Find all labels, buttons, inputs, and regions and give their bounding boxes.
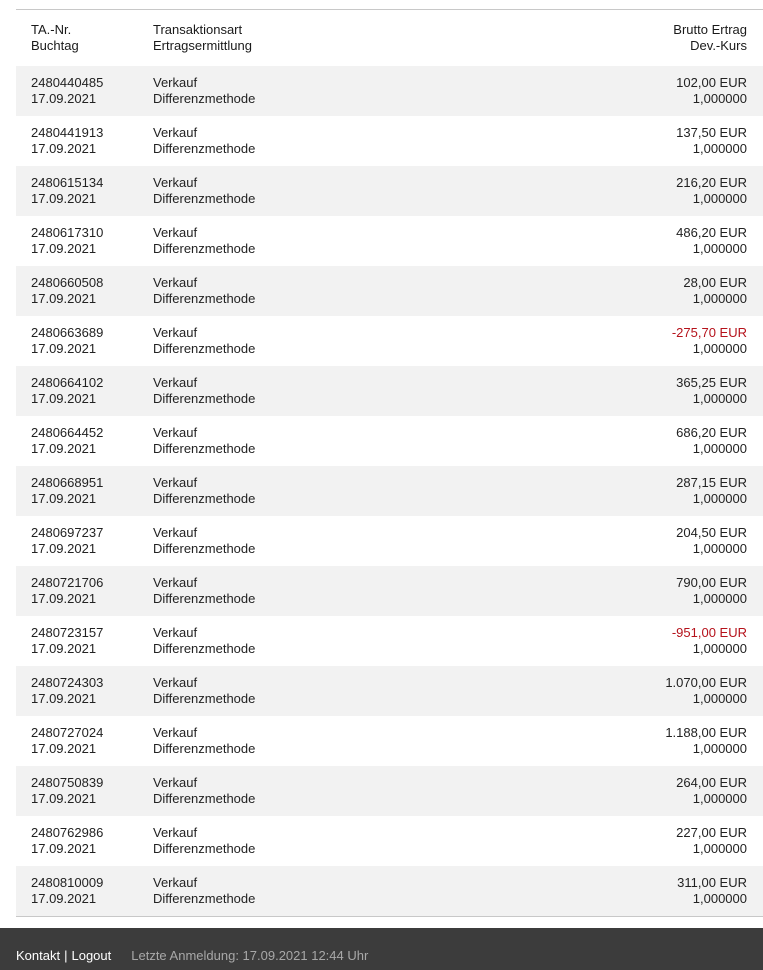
cell-ta-nr-buchtag	[16, 275, 153, 307]
dev-kurs: 1,000000	[692, 841, 747, 856]
footer-separator: |	[64, 947, 68, 963]
brutto-ertrag: 1.070,00 EUR	[665, 675, 747, 690]
dev-kurs: 1,000000	[692, 141, 747, 156]
ertragsermittlung: Differenzmethode	[153, 791, 256, 806]
cell-art-methode	[153, 375, 453, 407]
table-row	[16, 266, 763, 316]
cell-ertrag-kurs	[453, 825, 763, 857]
dev-kurs: 1,000000	[692, 691, 747, 706]
cell-ertrag-kurs	[453, 425, 763, 457]
dev-kurs: 1,000000	[692, 241, 747, 256]
cell-art-methode	[153, 725, 453, 757]
buchtag: 17.09.2021	[31, 541, 97, 556]
cell-ertrag-kurs	[453, 275, 763, 307]
ertragsermittlung: Differenzmethode	[153, 591, 256, 606]
cell-ta-nr-buchtag	[16, 775, 153, 807]
dev-kurs: 1,000000	[692, 341, 747, 356]
header-col-transaktionsart	[153, 22, 453, 54]
brutto-ertrag: 204,50 EUR	[676, 525, 747, 540]
cell-ta-nr-buchtag	[16, 825, 153, 857]
brutto-ertrag: 216,20 EUR	[676, 175, 747, 190]
transaktionsart: Verkauf	[153, 75, 198, 90]
ta-nr: 2480810009	[31, 875, 104, 890]
ta-nr: 2480697237	[31, 525, 104, 540]
transaktionsart: Verkauf	[153, 625, 198, 640]
ta-nr: 2480724303	[31, 675, 104, 690]
ertragsermittlung: Differenzmethode	[153, 91, 256, 106]
cell-ta-nr-buchtag	[16, 325, 153, 357]
last-login-text: Letzte Anmeldung: 17.09.2021 12:44 Uhr	[131, 947, 369, 963]
cell-art-methode	[153, 525, 453, 557]
ta-nr: 2480664102	[31, 375, 104, 390]
brutto-ertrag: -275,70 EUR	[671, 325, 747, 340]
table-row	[16, 666, 763, 716]
table-row	[16, 166, 763, 216]
table-bottom-divider	[16, 916, 763, 917]
cell-ertrag-kurs	[453, 175, 763, 207]
brutto-ertrag: 264,00 EUR	[676, 775, 747, 790]
header-col-ertrag	[453, 22, 763, 54]
cell-art-methode	[153, 425, 453, 457]
cell-ta-nr-buchtag	[16, 175, 153, 207]
ertragsermittlung: Differenzmethode	[153, 541, 256, 556]
ertragsermittlung: Differenzmethode	[153, 841, 256, 856]
cell-ta-nr-buchtag	[16, 525, 153, 557]
brutto-ertrag: 137,50 EUR	[676, 125, 747, 140]
cell-art-methode	[153, 825, 453, 857]
ta-nr: 2480723157	[31, 625, 104, 640]
ertragsermittlung: Differenzmethode	[153, 391, 256, 406]
dev-kurs: 1,000000	[692, 641, 747, 656]
cell-ta-nr-buchtag	[16, 375, 153, 407]
table-row	[16, 466, 763, 516]
dev-kurs: 1,000000	[692, 891, 747, 906]
transaktionsart: Verkauf	[153, 675, 198, 690]
table-row	[16, 716, 763, 766]
transaktionsart: Verkauf	[153, 325, 198, 340]
ertragsermittlung: Differenzmethode	[153, 691, 256, 706]
ertragsermittlung: Differenzmethode	[153, 291, 256, 306]
cell-ta-nr-buchtag	[16, 675, 153, 707]
transaktionsart: Verkauf	[153, 875, 198, 890]
transaktionsart: Verkauf	[153, 525, 198, 540]
table-row	[16, 866, 763, 916]
ta-nr: 2480668951	[31, 475, 104, 490]
dev-kurs: 1,000000	[692, 741, 747, 756]
footer-bar	[0, 928, 763, 970]
dev-kurs: 1,000000	[692, 491, 747, 506]
cell-ta-nr-buchtag	[16, 125, 153, 157]
brutto-ertrag: -951,00 EUR	[671, 625, 747, 640]
brutto-ertrag: 365,25 EUR	[676, 375, 747, 390]
ertragsermittlung: Differenzmethode	[153, 241, 256, 256]
table-row	[16, 616, 763, 666]
transaktionsart: Verkauf	[153, 475, 198, 490]
cell-art-methode	[153, 625, 453, 657]
table-row	[16, 816, 763, 866]
ta-nr: 2480615134	[31, 175, 104, 190]
cell-ertrag-kurs	[453, 625, 763, 657]
cell-ertrag-kurs	[453, 575, 763, 607]
transaktionsart: Verkauf	[153, 575, 198, 590]
ertragsermittlung: Differenzmethode	[153, 891, 256, 906]
cell-art-methode	[153, 275, 453, 307]
table-row	[16, 116, 763, 166]
buchtag: 17.09.2021	[31, 691, 97, 706]
cell-ertrag-kurs	[453, 325, 763, 357]
logout-link[interactable]: Logout	[71, 947, 112, 963]
header-ta-nr-label: TA.-Nr.	[31, 22, 72, 37]
brutto-ertrag: 790,00 EUR	[676, 575, 747, 590]
header-buchtag-label: Buchtag	[31, 38, 79, 53]
buchtag: 17.09.2021	[31, 241, 97, 256]
buchtag: 17.09.2021	[31, 891, 97, 906]
buchtag: 17.09.2021	[31, 341, 97, 356]
header-transaktionsart-label: Transaktionsart	[153, 22, 243, 37]
table-header	[16, 10, 763, 66]
ta-nr: 2480762986	[31, 825, 104, 840]
ertragsermittlung: Differenzmethode	[153, 341, 256, 356]
dev-kurs: 1,000000	[692, 441, 747, 456]
brutto-ertrag: 1.188,00 EUR	[665, 725, 747, 740]
transactions-table	[16, 9, 763, 917]
ta-nr: 2480660508	[31, 275, 104, 290]
cell-ta-nr-buchtag	[16, 625, 153, 657]
cell-ertrag-kurs	[453, 875, 763, 907]
brutto-ertrag: 287,15 EUR	[676, 475, 747, 490]
table-body	[16, 66, 763, 916]
buchtag: 17.09.2021	[31, 391, 97, 406]
transaktionsart: Verkauf	[153, 775, 198, 790]
buchtag: 17.09.2021	[31, 441, 97, 456]
table-row	[16, 766, 763, 816]
ertragsermittlung: Differenzmethode	[153, 441, 256, 456]
cell-art-methode	[153, 475, 453, 507]
buchtag: 17.09.2021	[31, 841, 97, 856]
dev-kurs: 1,000000	[692, 191, 747, 206]
cell-art-methode	[153, 225, 453, 257]
cell-ta-nr-buchtag	[16, 725, 153, 757]
brutto-ertrag: 311,00 EUR	[677, 875, 747, 890]
transaktionsart: Verkauf	[153, 425, 198, 440]
dev-kurs: 1,000000	[692, 91, 747, 106]
header-ertragsermittlung-label: Ertragsermittlung	[153, 38, 252, 53]
cell-art-methode	[153, 325, 453, 357]
transaktionsart: Verkauf	[153, 725, 198, 740]
table-row	[16, 66, 763, 116]
header-dev-kurs-label: Dev.-Kurs	[690, 38, 747, 53]
cell-art-methode	[153, 875, 453, 907]
header-col-ta-nr	[16, 22, 153, 54]
cell-ertrag-kurs	[453, 675, 763, 707]
ertragsermittlung: Differenzmethode	[153, 191, 256, 206]
buchtag: 17.09.2021	[31, 641, 97, 656]
dev-kurs: 1,000000	[692, 791, 747, 806]
cell-ertrag-kurs	[453, 725, 763, 757]
cell-ertrag-kurs	[453, 375, 763, 407]
cell-ertrag-kurs	[453, 75, 763, 107]
cell-art-methode	[153, 775, 453, 807]
table-row	[16, 566, 763, 616]
cell-ta-nr-buchtag	[16, 425, 153, 457]
ertragsermittlung: Differenzmethode	[153, 641, 256, 656]
brutto-ertrag: 102,00 EUR	[676, 75, 747, 90]
ta-nr: 2480663689	[31, 325, 104, 340]
brutto-ertrag: 486,20 EUR	[676, 225, 747, 240]
ertragsermittlung: Differenzmethode	[153, 491, 256, 506]
ertragsermittlung: Differenzmethode	[153, 741, 256, 756]
cell-ta-nr-buchtag	[16, 75, 153, 107]
buchtag: 17.09.2021	[31, 791, 97, 806]
ta-nr: 2480664452	[31, 425, 104, 440]
transaktionsart: Verkauf	[153, 825, 198, 840]
brutto-ertrag: 686,20 EUR	[676, 425, 747, 440]
buchtag: 17.09.2021	[31, 741, 97, 756]
brutto-ertrag: 227,00 EUR	[676, 825, 747, 840]
cell-art-methode	[153, 125, 453, 157]
cell-art-methode	[153, 75, 453, 107]
buchtag: 17.09.2021	[31, 491, 97, 506]
buchtag: 17.09.2021	[31, 591, 97, 606]
cell-art-methode	[153, 675, 453, 707]
table-row	[16, 416, 763, 466]
ta-nr: 2480727024	[31, 725, 104, 740]
transaktionsart: Verkauf	[153, 225, 198, 240]
cell-ta-nr-buchtag	[16, 225, 153, 257]
cell-ertrag-kurs	[453, 525, 763, 557]
table-row	[16, 216, 763, 266]
transaktionsart: Verkauf	[153, 125, 198, 140]
buchtag: 17.09.2021	[31, 291, 97, 306]
table-row	[16, 516, 763, 566]
transaktionsart: Verkauf	[153, 275, 198, 290]
cell-ta-nr-buchtag	[16, 475, 153, 507]
ta-nr: 2480721706	[31, 575, 104, 590]
ta-nr: 2480617310	[31, 225, 104, 240]
cell-ertrag-kurs	[453, 475, 763, 507]
buchtag: 17.09.2021	[31, 141, 97, 156]
dev-kurs: 1,000000	[692, 391, 747, 406]
dev-kurs: 1,000000	[692, 591, 747, 606]
cell-ertrag-kurs	[453, 775, 763, 807]
transaktionsart: Verkauf	[153, 375, 198, 390]
dev-kurs: 1,000000	[692, 291, 747, 306]
table-row	[16, 366, 763, 416]
cell-ertrag-kurs	[453, 225, 763, 257]
cell-ta-nr-buchtag	[16, 575, 153, 607]
kontakt-link[interactable]: Kontakt	[16, 947, 61, 963]
cell-art-methode	[153, 175, 453, 207]
ta-nr: 2480440485	[31, 75, 104, 90]
transaktionsart: Verkauf	[153, 175, 198, 190]
buchtag: 17.09.2021	[31, 191, 97, 206]
buchtag: 17.09.2021	[31, 91, 97, 106]
ertragsermittlung: Differenzmethode	[153, 141, 256, 156]
table-row	[16, 316, 763, 366]
header-brutto-ertrag-label: Brutto Ertrag	[673, 22, 747, 37]
cell-art-methode	[153, 575, 453, 607]
brutto-ertrag: 28,00 EUR	[683, 275, 747, 290]
dev-kurs: 1,000000	[692, 541, 747, 556]
cell-ertrag-kurs	[453, 125, 763, 157]
ta-nr: 2480441913	[31, 125, 104, 140]
ta-nr: 2480750839	[31, 775, 104, 790]
cell-ta-nr-buchtag	[16, 875, 153, 907]
